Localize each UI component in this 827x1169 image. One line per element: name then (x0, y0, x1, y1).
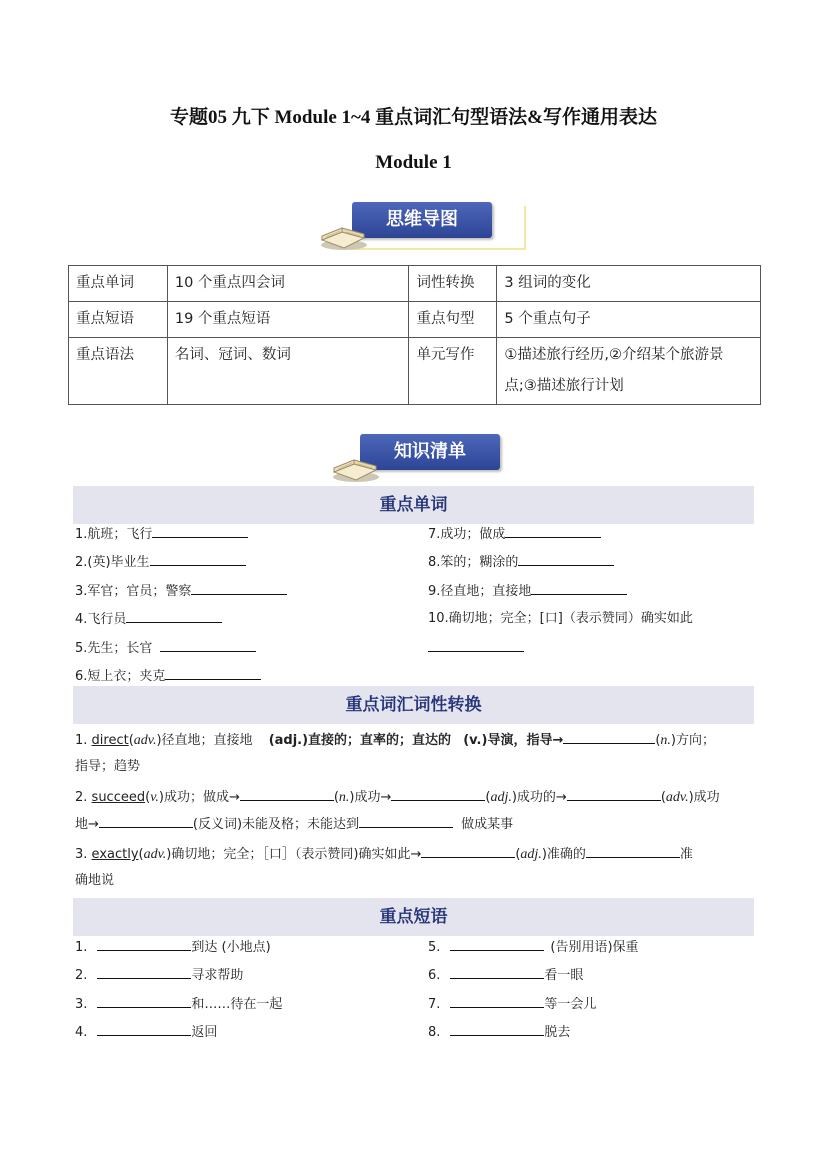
book-icon (318, 212, 368, 252)
answer-blank[interactable] (160, 638, 256, 652)
book-icon (330, 444, 380, 484)
table-cell: 重点语法 (69, 338, 168, 405)
table-cell: 词性转换 (409, 266, 497, 302)
list-item: 8.笨的；糊涂的 (428, 552, 614, 573)
conversion-item-2-cont: 地→ (反义词)未能及格；未能达到 做成某事 (75, 814, 513, 835)
list-item: 6.短上衣；夹克 (75, 666, 261, 687)
table-cell: 重点短语 (69, 302, 168, 338)
keyword-exactly: exactly (91, 847, 139, 862)
table-cell: ①描述旅行经历,②介绍某个旅游景点;③描述旅行计划 (497, 338, 761, 405)
conversion-item-1-cont: 指导；趋势 (75, 759, 141, 774)
list-item: 1.航班；飞行 (75, 524, 248, 545)
table-cell: 19 个重点短语 (167, 302, 409, 338)
table-cell: 重点句型 (409, 302, 497, 338)
table-cell: 10 个重点四会词 (167, 266, 409, 302)
answer-blank[interactable] (450, 994, 544, 1008)
answer-blank[interactable] (450, 1022, 544, 1036)
table-cell: 3 组词的变化 (497, 266, 761, 302)
phrase-item: 4. 返回 (75, 1022, 217, 1043)
answer-blank[interactable] (450, 965, 544, 979)
table-row (69, 302, 761, 338)
keyword-direct: direct (91, 733, 129, 748)
list-item: 10.确切地；完全；[口]（表示赞同）确实如此 (428, 611, 693, 626)
phrase-item: 3. 和……待在一起 (75, 994, 282, 1015)
answer-blank[interactable] (531, 581, 627, 595)
conversion-item-3-cont: 确地说 (75, 873, 115, 888)
keyword-succeed: succeed (91, 790, 146, 805)
table-cell: 重点单词 (69, 266, 168, 302)
answer-blank[interactable] (563, 730, 655, 744)
answer-blank[interactable] (391, 787, 485, 801)
answer-blank[interactable] (359, 814, 453, 828)
conversion-item-3: 3. exactly(adv.)确切地；完全；［口］（表示赞同)确实如此→ (adj.)准确的 准 (75, 844, 693, 865)
phrase-item: 5. (告别用语)保重 (428, 937, 639, 958)
mind-map-banner (318, 198, 528, 254)
phrase-item: 6. 看一眼 (428, 965, 583, 986)
table-row (69, 338, 761, 405)
mind-map-label: 思维导图 (352, 202, 492, 238)
answer-blank[interactable] (97, 1022, 191, 1036)
answer-blank[interactable] (586, 844, 680, 858)
section-heading-words: 重点单词 (73, 486, 754, 524)
answer-blank[interactable] (97, 994, 191, 1008)
list-item: 2.(英)毕业生 (75, 552, 246, 573)
knowledge-banner (330, 430, 530, 486)
section-heading-phrases: 重点短语 (73, 898, 754, 936)
list-item: 9.径直地；直接地 (428, 581, 627, 602)
answer-blank[interactable] (191, 581, 287, 595)
section-heading-conversion: 重点词汇词性转换 (73, 686, 754, 724)
phrase-item: 8. 脱去 (428, 1022, 570, 1043)
phrase-item: 1. 到达 (小地点) (75, 937, 271, 958)
answer-blank[interactable] (450, 937, 544, 951)
answer-blank[interactable] (421, 844, 515, 858)
table-row (69, 266, 761, 302)
answer-blank[interactable] (518, 552, 614, 566)
answer-blank[interactable] (152, 524, 248, 538)
answer-blank[interactable] (99, 814, 193, 828)
phrase-item: 7. 等一会儿 (428, 994, 596, 1015)
conversion-item-2: 2. succeed(v.)成功；做成→ (n.)成功→ (adj.)成功的→ (adv.)成功 (75, 787, 720, 808)
list-item: 5.先生；长官 (75, 638, 256, 659)
list-item: 4.飞行员 (75, 609, 222, 630)
answer-blank[interactable] (240, 787, 334, 801)
knowledge-label: 知识清单 (360, 434, 500, 470)
answer-blank[interactable] (165, 666, 261, 680)
table-cell: 单元写作 (409, 338, 497, 405)
list-item-continuation (428, 638, 524, 659)
answer-blank[interactable] (505, 524, 601, 538)
page-title: 专题05 九下 Module 1~4 重点词汇句型语法&写作通用表达 (170, 107, 657, 128)
answer-blank[interactable] (567, 787, 661, 801)
conversion-item-1: 1. direct(adv.)径直地；直接地 (adj.)直接的；直率的；直达的 (v.)导演，指导→ (n.)方向； (75, 730, 715, 751)
answer-blank[interactable] (126, 609, 222, 623)
answer-blank[interactable] (97, 965, 191, 979)
overview-table (68, 265, 761, 405)
answer-blank[interactable] (150, 552, 246, 566)
answer-blank[interactable] (97, 937, 191, 951)
module-heading: Module 1 (375, 152, 452, 173)
table-cell: 名词、冠词、数词 (167, 338, 409, 405)
list-item: 3.军官；官员；警察 (75, 581, 287, 602)
answer-blank[interactable] (428, 638, 524, 652)
phrase-item: 2. 寻求帮助 (75, 965, 243, 986)
table-cell: 5 个重点句子 (497, 302, 761, 338)
list-item: 7.成功；做成 (428, 524, 601, 545)
